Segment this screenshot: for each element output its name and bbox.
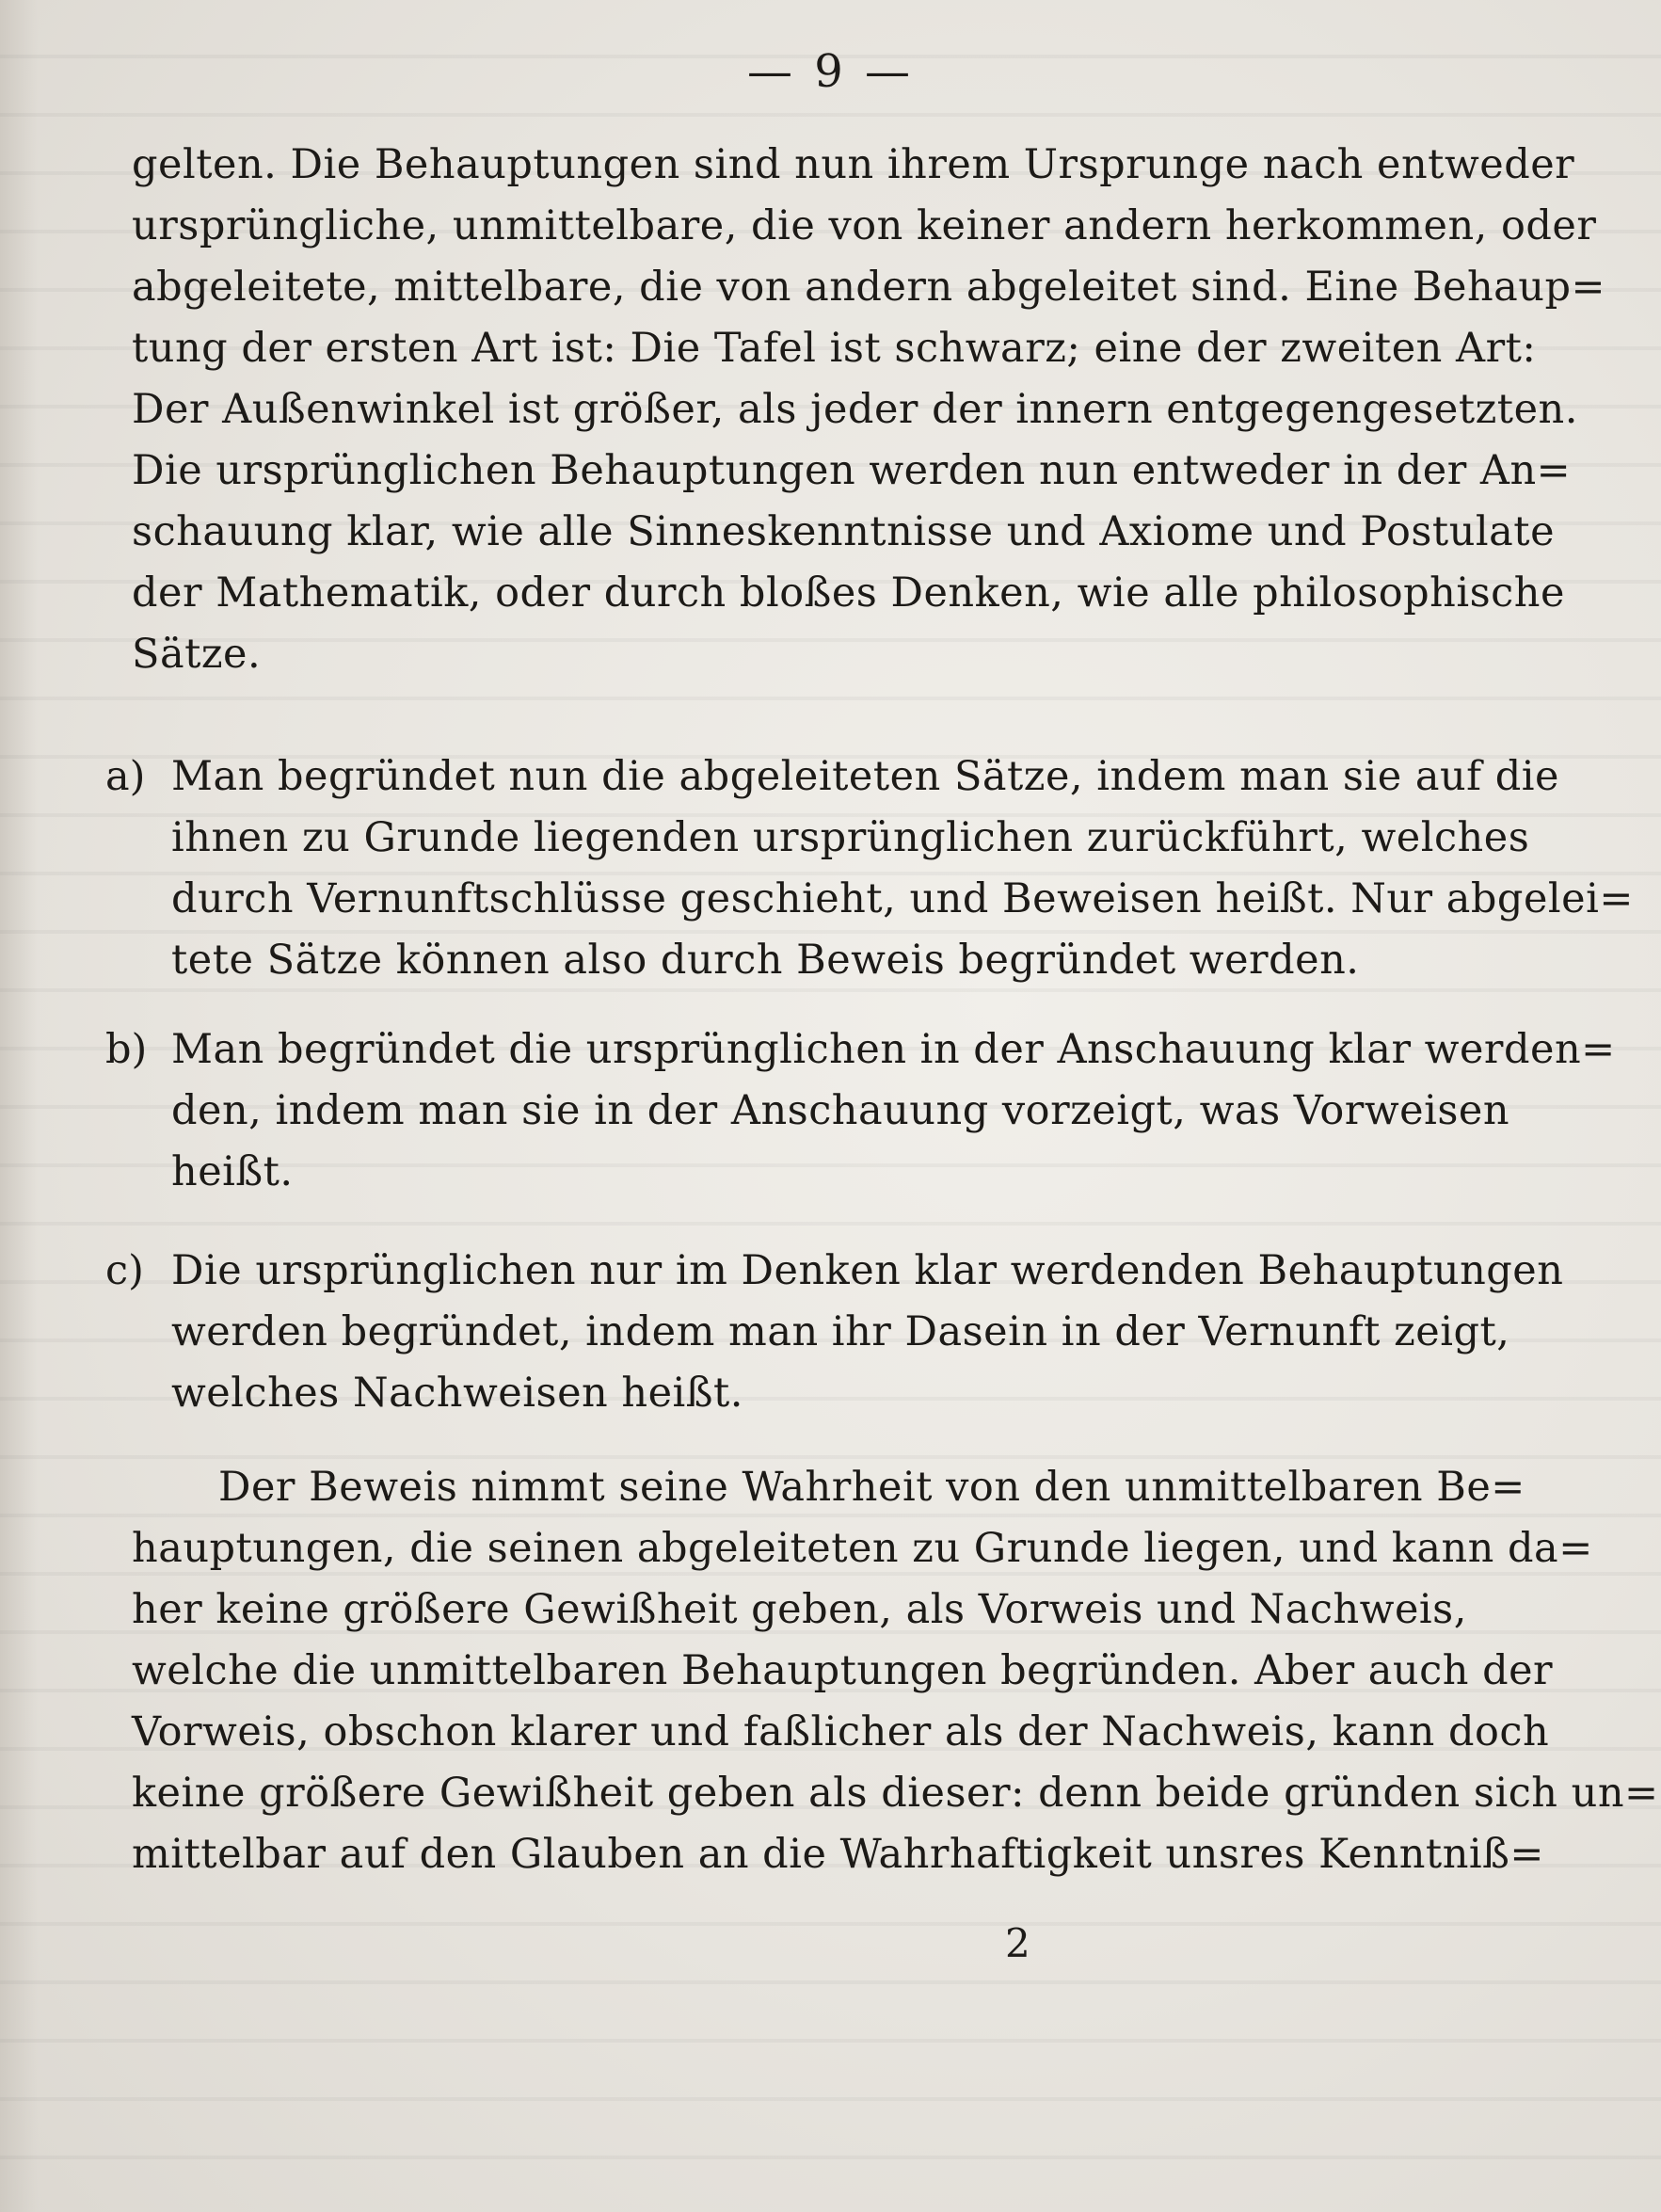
signature-mark: 2 — [1005, 1920, 1030, 1966]
text-line: keine größere Gewißheit geben als dieser: denn beide gründen sich un= — [132, 1770, 1659, 1817]
page-number: — 9 — — [746, 45, 915, 98]
text-line: ursprüngliche, unmittelbare, die von keiner andern herkommen, oder — [132, 202, 1597, 249]
text-line: Der Außenwinkel ist größer, als jeder der innern entgegengesetzten. — [132, 386, 1578, 433]
text-line: schauung klar, wie alle Sinneskenntnisse und Axiome und Postulate — [132, 508, 1556, 555]
text-line: Sätze. — [132, 631, 262, 678]
text-line: mittelbar auf den Glauben an die Wahrhaftigkeit unsres Kenntniß= — [132, 1831, 1544, 1878]
text-line: den, indem man sie in der Anschauung vorzeigt, was Vorweisen — [171, 1087, 1510, 1134]
list-marker: a) — [105, 753, 146, 800]
text-line: Vorweis, obschon klarer und faßlicher als der Nachweis, kann doch — [132, 1708, 1550, 1755]
text-line: werden begründet, indem man ihr Dasein in der Vernunft zeigt, — [171, 1308, 1510, 1355]
list-marker: b) — [105, 1026, 148, 1073]
text-line: Man begründet nun die abgeleiteten Sätze, indem man sie auf die — [171, 753, 1559, 800]
text-line: hauptungen, die seinen abgeleiteten zu Grunde liegen, und kann da= — [132, 1525, 1593, 1572]
text-line: durch Vernunftschlüsse geschieht, und Beweisen heißt. Nur abgelei= — [171, 875, 1634, 922]
text-line: Die ursprünglichen nur im Denken klar werdenden Behauptungen — [171, 1247, 1564, 1294]
text-line: her keine größere Gewißheit geben, als Vorweis und Nachweis, — [132, 1586, 1467, 1633]
text-line: abgeleitete, mittelbare, die von andern abgeleitet sind. Eine Behaup= — [132, 264, 1606, 311]
text-line: gelten. Die Behauptungen sind nun ihrem Ursprunge nach entweder — [132, 141, 1575, 188]
text-line: Der Beweis nimmt seine Wahrheit von den unmittelbaren Be= — [218, 1464, 1525, 1511]
text-line: der Mathematik, oder durch bloßes Denken, wie alle philosophische — [132, 569, 1565, 617]
text-line: ihnen zu Grunde liegenden ursprünglichen zurückführt, welches — [171, 814, 1530, 861]
text-line: welches Nachweisen heißt. — [171, 1370, 743, 1417]
text-line: tete Sätze können also durch Beweis begründet werden. — [171, 937, 1360, 984]
text-line: heißt. — [171, 1148, 294, 1195]
text-line: Die ursprünglichen Behauptungen werden nun entweder in der An= — [132, 447, 1572, 494]
list-marker: c) — [105, 1247, 144, 1294]
text-line: tung der ersten Art ist: Die Tafel ist schwarz; eine der zweiten Art: — [132, 325, 1537, 372]
text-line: welche die unmittelbaren Behauptungen begründen. Aber auch der — [132, 1647, 1554, 1694]
text-line: Man begründet die ursprünglichen in der Anschauung klar werden= — [171, 1026, 1616, 1073]
page-edge-shadow — [0, 0, 38, 2212]
